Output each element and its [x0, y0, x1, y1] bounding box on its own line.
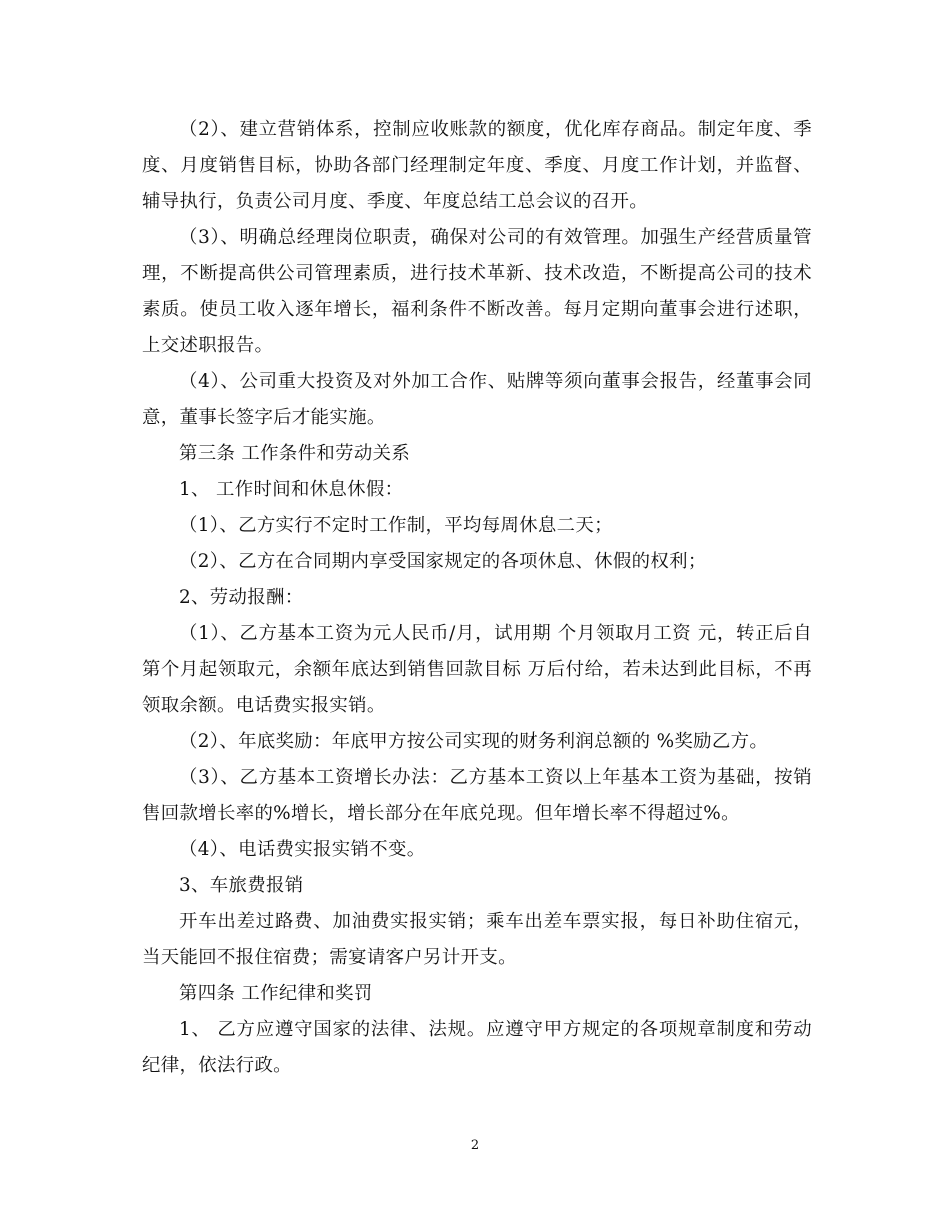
section-heading-article-4: 第四条 工作纪律和奖罚 [179, 983, 373, 1004]
paragraph-year-end-bonus: （2）、年底奖励：年底甲方按公司实现的财务利润总额的 %奖励乙方。 [179, 731, 769, 752]
paragraph-major-investment: （4）、公司重大投资及对外加工合作、贴牌等须向董事会报告，经董事会同意，董事长签字后才能实施。 [142, 371, 812, 428]
document-body [142, 112, 812, 1084]
paragraph-sales-system: （2）、建立营销体系，控制应收账款的额度，优化库存商品。制定年度、季度、月度销售目标，协助各部门经理制定年度、季度、月度工作计划，并监督、辅导执行，负责公司月度、季度、年度总结工总会议的召开。 [142, 119, 812, 212]
item-travel-expense: 3、车旅费报销 [179, 875, 304, 896]
paragraph-travel-reimbursement: 开车出差过路费、加油费实报实销；乘车出差车票实报，每日补助住宿元，当天能回不报住宿费；需宴请客户另计开支。 [142, 911, 812, 968]
paragraph-leave-rights: （2）、乙方在合同期内享受国家规定的各项休息、休假的权利； [179, 551, 707, 572]
item-remuneration: 2、劳动报酬： [179, 587, 304, 608]
paragraph-compliance: 1、 乙方应遵守国家的法律、法规。应遵守甲方规定的各项规章制度和劳动纪律，依法行政。 [142, 1019, 812, 1076]
item-working-hours: 1、 工作时间和休息休假： [179, 479, 404, 500]
paragraph-phone-expense: （4）、电话费实报实销不变。 [179, 839, 426, 860]
paragraph-salary-growth: （3）、乙方基本工资增长办法：乙方基本工资以上年基本工资为基础，按销售回款增长率的%增长，增长部分在年底兑现。但年增长率不得超过%。 [142, 767, 812, 824]
paragraph-base-salary: （1）、乙方基本工资为元人民币/月，试用期 个月领取月工资 元，转正后自第个月起领取元，余额年底达到销售回款目标 万后付给，若未达到此目标，不再领取余额。电话费实报实销。 [142, 623, 812, 716]
section-heading-article-3: 第三条 工作条件和劳动关系 [179, 443, 411, 464]
paragraph-gm-duties: （3）、明确总经理岗位职责，确保对公司的有效管理。加强生产经营质量管理，不断提高供公司管理素质，进行技术革新、技术改造，不断提高公司的技术素质。使员工收入逐年增长，福利条件不断改善。每月定期向董事会进行述职，上交述职报告。 [142, 227, 812, 356]
paragraph-flexible-hours: （1）、乙方实行不定时工作制，平均每周休息二天； [179, 515, 613, 536]
page-number: 2 [470, 1138, 480, 1153]
